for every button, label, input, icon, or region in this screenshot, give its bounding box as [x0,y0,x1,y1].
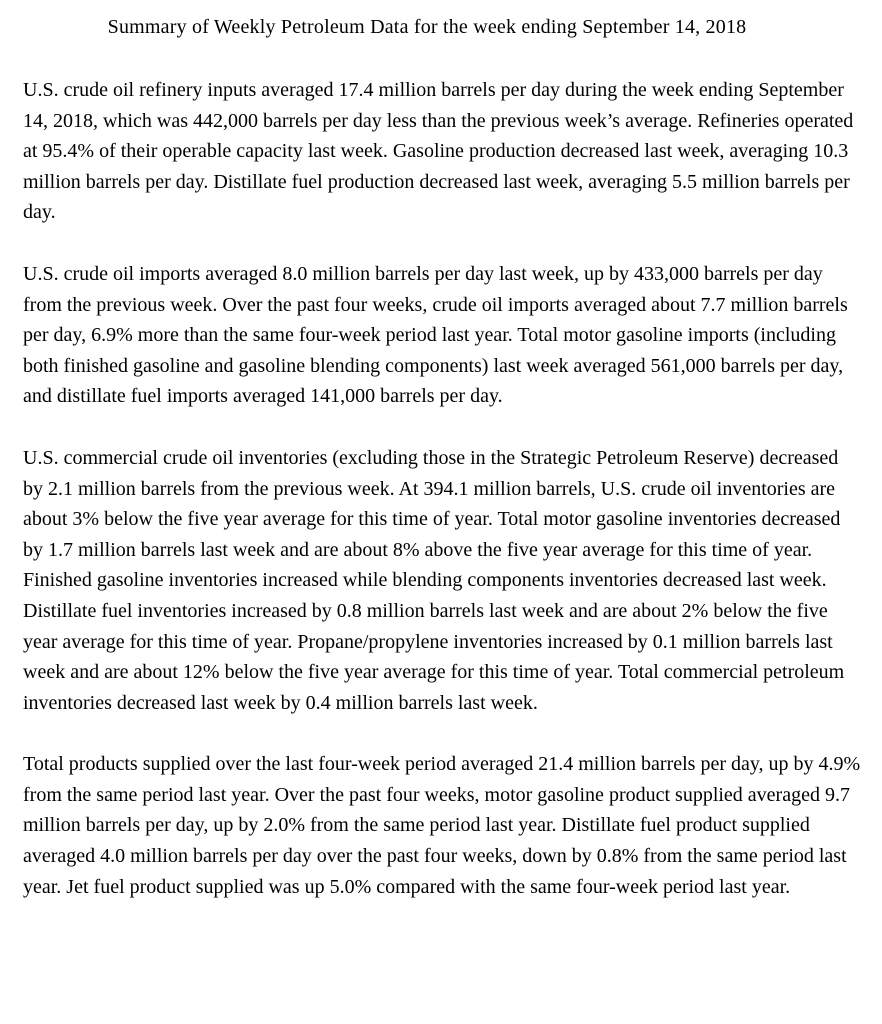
paragraph-refinery-inputs: U.S. crude oil refinery inputs averaged 17.4 million barrels per day during the week ending September 14, 2018, which was 442,000 barrels per day less than the previous week’s average. Refineries operated at 95.4% of their operable capacity last week. Gasoline production decreased last week, averaging 10.3 million barrels per day. Distillate fuel production decreased last week, averaging 5.5 million barrels per day. [23,79,854,224]
document-title: Summary of Weekly Petroleum Data for the week ending September 14, 2018 [107,16,747,38]
paragraph-inventories: U.S. commercial crude oil inventories (excluding those in the Strategic Petroleum Reserve) decreased by 2.1 million barrels from the previous week. At 394.1 million barrels, U.S. crude oil inventories are about 3% below the five year average for this time of year. Total motor gasoline inventories decreased by 1.7 million barrels last week and are about 8% above the five year average for this time of year. Finished gasoline inventories increased while blending components inventories decreased last week. Distillate fuel inventories increased by 0.8 million barrels last week and are about 2% below the five year average for this time of year. Propane/propylene inventories increased by 0.1 million barrels last week and are about 12% below the five year average for this time of year. Total commercial petroleum inventories decreased last week by 0.4 million barrels last week. [23,446,845,714]
paragraph-crude-imports: U.S. crude oil imports averaged 8.0 million barrels per day last week, up by 433,000 barrels per day from the previous week. Over the past four weeks, crude oil imports averaged about 7.7 million barrels per day, 6.9% more than the same four-week period last year. Total motor gasoline imports (including both finished gasoline and gasoline blending components) last week averaged 561,000 barrels per day, and distillate fuel imports averaged 141,000 barrels per day. [23,262,848,408]
paragraph-products-supplied: Total products supplied over the last four-week period averaged 21.4 million barrels per day, up by 4.9% from the same period last year. Over the past four weeks, motor gasoline product supplied averaged 9.7 million barrels per day, up by 2.0% from the same period last year. Distillate fuel product supplied averaged 4.0 million barrels per day over the past four weeks, down by 0.8% from the same period last year. Jet fuel product supplied was up 5.0% compared with the same four-week period last year. [23,753,861,898]
